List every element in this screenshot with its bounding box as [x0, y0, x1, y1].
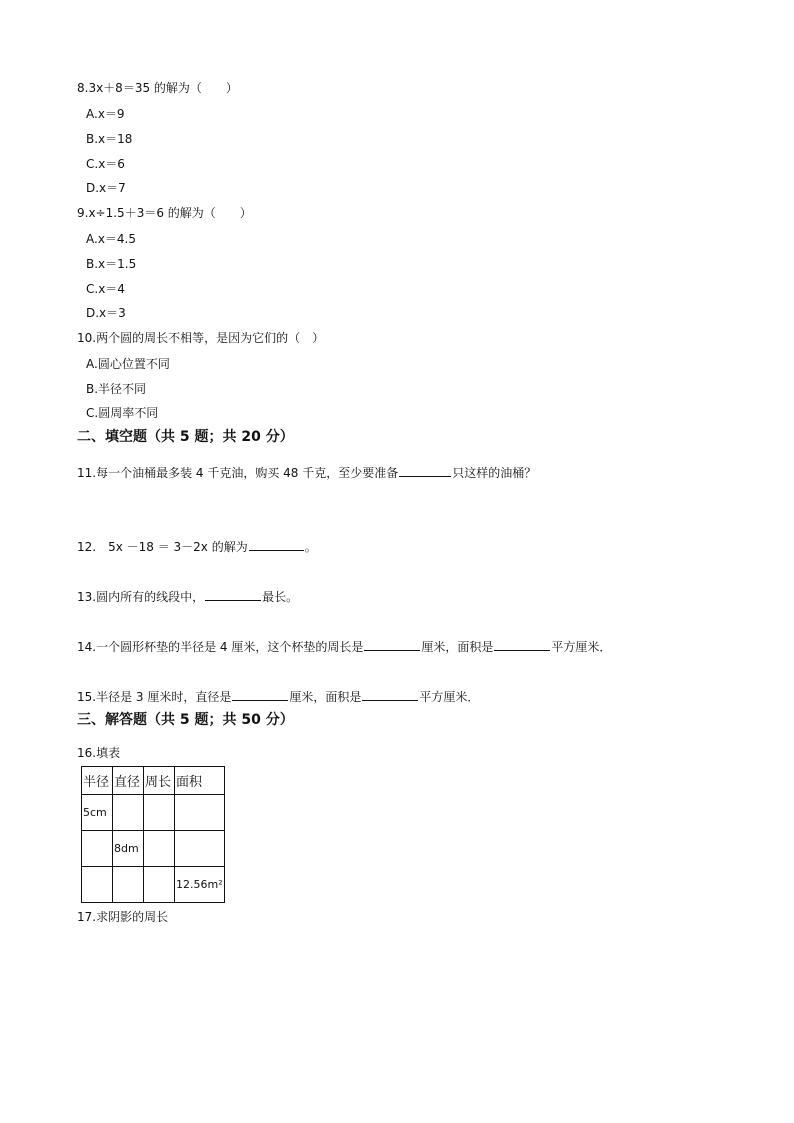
table-header-row [82, 767, 225, 795]
question-8-option-d: D.x＝7 [86, 181, 126, 195]
question-15-text: 15.半径是 3 厘米时，直径是 [77, 690, 232, 704]
answer-blank[interactable] [205, 588, 261, 601]
question-15-text-end: 平方厘米． [419, 690, 480, 704]
question-11 [77, 464, 536, 481]
question-10-option-c: C.圆周率不同 [86, 406, 159, 420]
question-13-text-end: 最长。 [262, 590, 299, 604]
question-15-text-mid: 厘米，面积是 [289, 690, 362, 704]
question-10-option-a: A.圆心位置不同 [86, 357, 170, 371]
answer-blank[interactable] [494, 638, 550, 651]
question-13 [77, 588, 298, 605]
table-cell[interactable] [144, 867, 175, 903]
question-14 [77, 638, 611, 655]
question-11-text: 11.每一个油桶最多装 4 千克油，购买 48 千克，至少要准备 [77, 466, 399, 480]
table-row [82, 795, 225, 831]
table-row [82, 831, 225, 867]
question-12-text-end: 。 [304, 540, 317, 554]
question-8-option-c: C.x＝6 [86, 157, 125, 171]
answer-blank[interactable] [232, 688, 288, 701]
section-answer-heading: 三、解答题（共 5 题；共 50 分） [77, 712, 294, 728]
table-header-cell: 直径 [113, 767, 144, 795]
answer-blank[interactable] [364, 638, 420, 651]
table-cell[interactable]: 8dm [113, 831, 144, 867]
table-cell[interactable]: 12.56m² [175, 867, 225, 903]
question-11-text-end: 只这样的油桶？ [452, 466, 537, 480]
answer-blank[interactable] [249, 538, 304, 551]
question-8-option-b: B.x＝18 [86, 132, 133, 146]
circle-fill-table [81, 766, 225, 903]
question-17-title: 17.求阴影的周长 [77, 910, 169, 924]
table-cell[interactable] [113, 795, 144, 831]
question-16-title: 16.填表 [77, 746, 121, 760]
table-header-cell: 周长 [144, 767, 175, 795]
question-9-option-a: A.x＝4.5 [86, 232, 136, 246]
question-12 [77, 538, 317, 555]
table-cell[interactable] [82, 831, 113, 867]
question-8-stem: 8.3x＋8＝35 的解为（ ） [77, 81, 238, 95]
answer-blank[interactable] [399, 464, 451, 477]
question-14-text-mid: 厘米，面积是 [421, 640, 494, 654]
table-header-cell: 半径 [82, 767, 113, 795]
question-13-text: 13.圆内所有的线段中， [77, 590, 205, 604]
question-9-option-c: C.x＝4 [86, 282, 125, 296]
table-cell[interactable]: 5cm [82, 795, 113, 831]
question-12-text: 12. 5x －18 ＝ 3－2x 的解为 [77, 540, 248, 554]
table-cell[interactable] [144, 795, 175, 831]
table-cell[interactable] [82, 867, 113, 903]
answer-blank[interactable] [362, 688, 418, 701]
question-14-text: 14.一个圆形杯垫的半径是 4 厘米，这个杯垫的周长是 [77, 640, 364, 654]
table-cell[interactable] [175, 795, 225, 831]
question-9-stem: 9.x÷1.5＋3＝6 的解为（ ） [77, 206, 252, 220]
table-cell[interactable] [175, 831, 225, 867]
question-9-option-b: B.x＝1.5 [86, 257, 137, 271]
question-9-option-d: D.x＝3 [86, 306, 126, 320]
question-14-text-end: 平方厘米． [551, 640, 612, 654]
table-row [82, 867, 225, 903]
question-10-option-b: B.半径不同 [86, 382, 147, 396]
question-8-option-a: A.x＝9 [86, 107, 125, 121]
table-cell[interactable] [113, 867, 144, 903]
section-fill-heading: 二、填空题（共 5 题；共 20 分） [77, 429, 294, 445]
question-15 [77, 688, 479, 705]
table-cell[interactable] [144, 831, 175, 867]
table-header-cell: 面积 [175, 767, 225, 795]
question-10-stem: 10.两个圆的周长不相等，是因为它们的（ ） [77, 331, 325, 345]
